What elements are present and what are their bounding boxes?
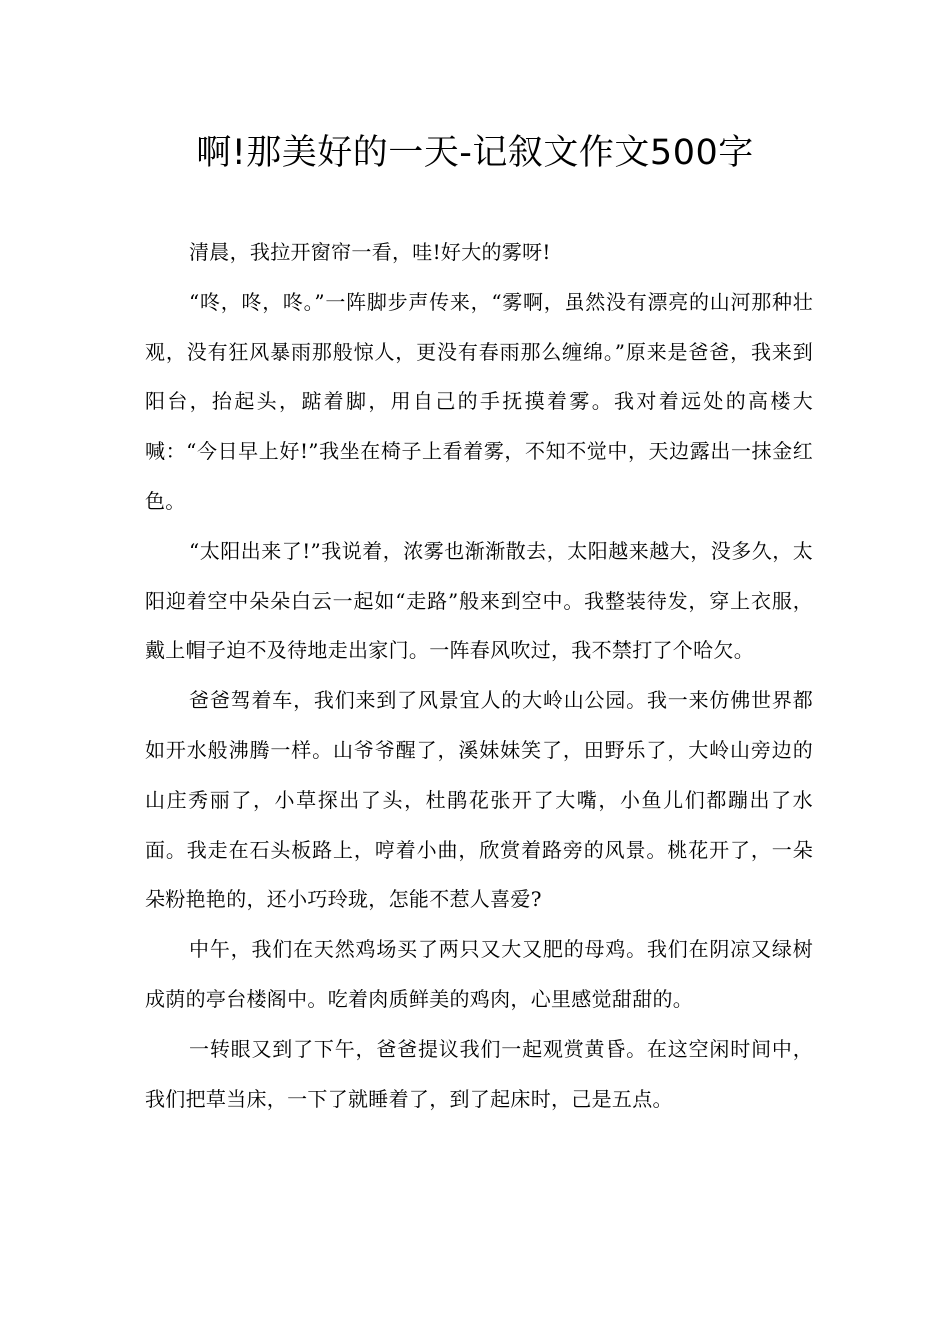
paragraph-6: 一转眼又到了下午，爸爸提议我们一起观赏黄昏。在这空闲时间中，我们把草当床，一下了就睡着了，到了起床时，己是五点。	[145, 1036, 813, 1111]
paragraph-2: “咚，咚，咚。”一阵脚步声传来，“雾啊，虽然没有漂亮的山河那种壮观，没有狂风暴雨那般惊人，更没有春雨那么缠绵。”原来是爸爸，我来到阳台，抬起头，踮着脚，用自己的手抚摸着雾。我对着远处的高楼大喊：“今日早上好!”我坐在椅子上看着雾，不知不觉中，天边露出一抹金红色。	[145, 289, 813, 513]
paragraph-4: 爸爸驾着车，我们来到了风景宜人的大岭山公园。我一来仿佛世界都如开水般沸腾一样。山爷爷醒了，溪妹妹笑了，田野乐了，大岭山旁边的山庄秀丽了，小草探出了头，杜鹃花张开了大嘴，小鱼儿们都蹦出了水面。我走在石头板路上，哼着小曲，欣赏着路旁的风景。桃花开了，一朵朵粉艳艳的，还小巧玲珑，怎能不惹人喜爱?	[145, 688, 813, 912]
paragraph-3: “太阳出来了!”我说着，浓雾也渐渐散去，太阳越来越大，没多久，太阳迎着空中朵朵白云一起如“走路”般来到空中。我整装待发，穿上衣服，戴上帽子迫不及待地走出家门。一阵春风吹过，我不禁打了个哈欠。	[145, 538, 813, 663]
paragraph-5: 中午，我们在天然鸡场买了两只又大又肥的母鸡。我们在阴凉又绿树成荫的亭台楼阁中。吃着肉质鲜美的鸡肉，心里感觉甜甜的。	[145, 937, 813, 1011]
paragraph-1: 清晨，我拉开窗帘一看，哇!好大的雾呀!	[189, 240, 551, 264]
document-body	[145, 228, 813, 1124]
document-title: 啊!那美好的一天-记叙文作文500字	[196, 133, 754, 173]
